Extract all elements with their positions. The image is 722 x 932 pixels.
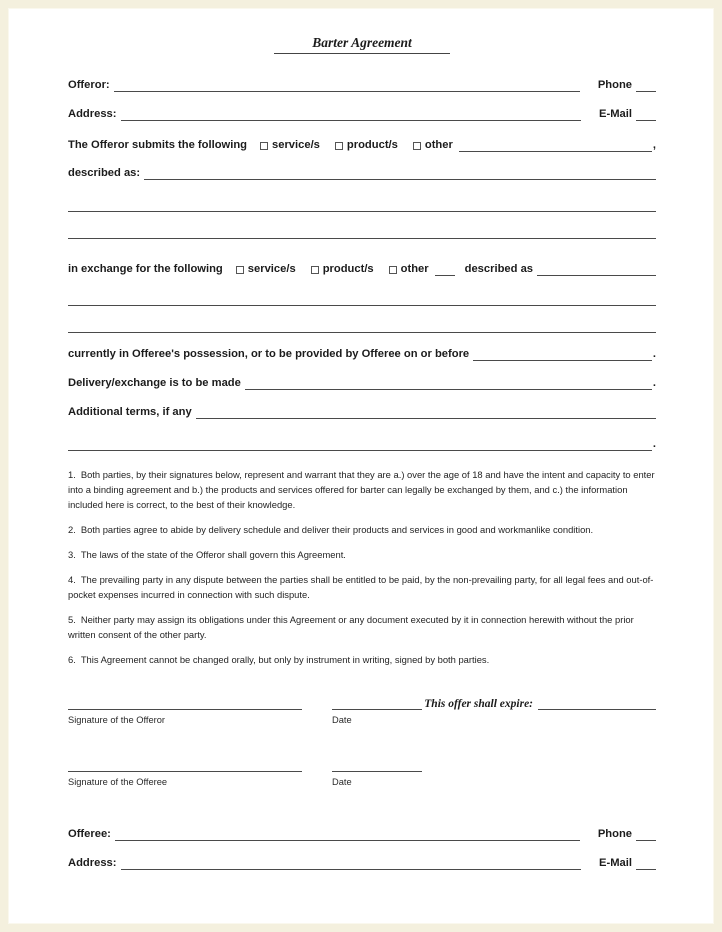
term-5 <box>68 612 656 642</box>
exchange-service-label: service/s <box>247 263 296 275</box>
blank-line-row-3 <box>68 293 656 306</box>
blank-line-row-4 <box>68 320 656 333</box>
email-input-line[interactable] <box>636 108 656 121</box>
term-2-text: Both parties agree to abide by delivery schedule and deliver their products and services in good and workmanlike condition. <box>80 524 594 535</box>
additional-terms-row <box>68 405 656 419</box>
submits-service-label: service/s <box>272 139 320 151</box>
submits-other-checkbox[interactable] <box>413 142 421 150</box>
term-1-number: 1. <box>68 469 76 480</box>
term-6 <box>68 652 656 667</box>
offeror-signature-labels <box>68 715 656 725</box>
submits-other-input-line[interactable] <box>459 139 652 152</box>
offeree-address-input-line[interactable] <box>121 857 582 870</box>
offeror-signature-line[interactable] <box>68 697 302 710</box>
exchange-service-checkbox[interactable] <box>236 266 244 274</box>
submits-other-label: other <box>424 139 453 151</box>
exchange-row <box>68 262 656 276</box>
term-3 <box>68 547 656 562</box>
offeror-phone-row <box>68 78 656 92</box>
exchange-other-label: other <box>400 263 429 275</box>
offeror-signature-caption: Signature of the Offeror <box>68 715 165 725</box>
term-6-number: 6. <box>68 654 76 665</box>
possession-period: . <box>652 348 656 360</box>
exchange-other-checkbox[interactable] <box>389 266 397 274</box>
offeree-phone-label: Phone <box>597 828 632 840</box>
term-2-number: 2. <box>68 524 76 535</box>
offeror-date-caption: Date <box>332 715 352 725</box>
term-5-number: 5. <box>68 614 76 625</box>
submits-row <box>68 138 656 152</box>
possession-text: currently in Offeree's possession, or to be provided by Offeree on or before <box>68 348 470 360</box>
offeree-label: Offeree: <box>68 828 111 840</box>
offeror-date-line[interactable] <box>332 697 422 710</box>
offeree-date-caption: Date <box>332 777 352 787</box>
terms-section <box>68 467 656 667</box>
term-3-number: 3. <box>68 549 76 560</box>
document-sheet <box>8 8 714 870</box>
additional-terms-period: . <box>652 438 656 450</box>
described-as-row <box>68 166 656 180</box>
submits-trailing-comma: , <box>652 139 656 151</box>
offeree-signature-caption: Signature of the Offeree <box>68 777 168 787</box>
offeree-address-label: Address: <box>68 857 117 869</box>
offeree-date-line[interactable] <box>332 759 422 772</box>
offeree-signature-row <box>68 759 656 772</box>
delivery-row <box>68 376 656 390</box>
offeree-email-label: E-Mail <box>599 857 632 869</box>
offeror-signature-row <box>68 697 656 710</box>
offeror-input-line[interactable] <box>114 79 580 92</box>
offeree-phone-input-line[interactable] <box>636 828 656 841</box>
description-input-line-2[interactable] <box>68 226 656 239</box>
email-label: E-Mail <box>599 108 632 120</box>
term-2 <box>68 522 656 537</box>
delivery-period: . <box>652 377 656 389</box>
blank-line-row-2 <box>68 226 656 239</box>
term-6-text: This Agreement cannot be changed orally, but only by instrument in writing, signed by both parties. <box>80 654 490 665</box>
phone-input-line[interactable] <box>636 79 656 92</box>
described-as-label: described as: <box>68 167 141 179</box>
term-4-text: The prevailing party in any dispute between the parties shall be entitled to be paid, by the non-prevailing party, for all legal fees and out-of-pocket expenses incurred in connection with such dispute. <box>68 574 654 600</box>
exchange-lead-text: in exchange for the following <box>68 263 223 275</box>
term-1 <box>68 467 656 512</box>
exchange-other-input-line[interactable] <box>435 263 455 276</box>
exchange-described-label: described as <box>464 263 534 275</box>
exchange-description-input-line-2[interactable] <box>68 320 656 333</box>
offer-expiry-label: This offer shall expire: <box>424 698 533 710</box>
offeree-email-input-line[interactable] <box>636 857 656 870</box>
term-1-text: Both parties, by their signatures below, represent and warrant that they are a.) over the age of 18 and have the intent and capacity to enter into a binding agreement and b.) the products and services offered for barter can legally be exchanged by them, and c.) the information included here is correct, to the best of their knowledge. <box>68 469 655 510</box>
submits-service-checkbox[interactable] <box>260 142 268 150</box>
additional-terms-input-line-2[interactable] <box>68 438 652 451</box>
term-5-text: Neither party may assign its obligations under this Agreement or any document executed by it in connection herewith without the prior written consent of the other party. <box>68 614 634 640</box>
possession-date-input-line[interactable] <box>473 348 652 361</box>
additional-terms-input-line[interactable] <box>196 406 656 419</box>
offer-expiry-input-line[interactable] <box>538 697 656 710</box>
additional-terms-text: Additional terms, if any <box>68 406 192 418</box>
described-as-input-line[interactable] <box>144 167 656 180</box>
submits-product-checkbox[interactable] <box>335 142 343 150</box>
exchange-description-input-line-1[interactable] <box>68 293 656 306</box>
delivery-text: Delivery/exchange is to be made <box>68 377 241 389</box>
offer-expiry-group <box>424 697 656 710</box>
blank-line-row-1 <box>68 199 656 212</box>
term-4-number: 4. <box>68 574 76 585</box>
offeree-signature-line[interactable] <box>68 759 302 772</box>
offeree-phone-row <box>68 827 656 841</box>
offeree-address-email-row <box>68 856 656 870</box>
term-4 <box>68 572 656 602</box>
description-input-line-1[interactable] <box>68 199 656 212</box>
phone-label: Phone <box>597 79 632 91</box>
submits-lead-text: The Offeror submits the following <box>68 139 247 151</box>
offeree-input-line[interactable] <box>115 828 580 841</box>
blank-line-row-5 <box>68 437 656 451</box>
exchange-product-checkbox[interactable] <box>311 266 319 274</box>
exchange-described-input-line[interactable] <box>537 263 656 276</box>
offeree-signature-labels <box>68 777 656 787</box>
address-email-row <box>68 107 656 121</box>
exchange-product-label: product/s <box>322 263 374 275</box>
address-input-line[interactable] <box>121 108 582 121</box>
document-title: Barter Agreement <box>274 35 450 54</box>
delivery-input-line[interactable] <box>245 377 652 390</box>
possession-row <box>68 347 656 361</box>
offeror-label: Offeror: <box>68 79 110 91</box>
submits-product-label: product/s <box>346 139 398 151</box>
address-label: Address: <box>68 108 117 120</box>
term-3-text: The laws of the state of the Offeror shall govern this Agreement. <box>80 549 346 560</box>
